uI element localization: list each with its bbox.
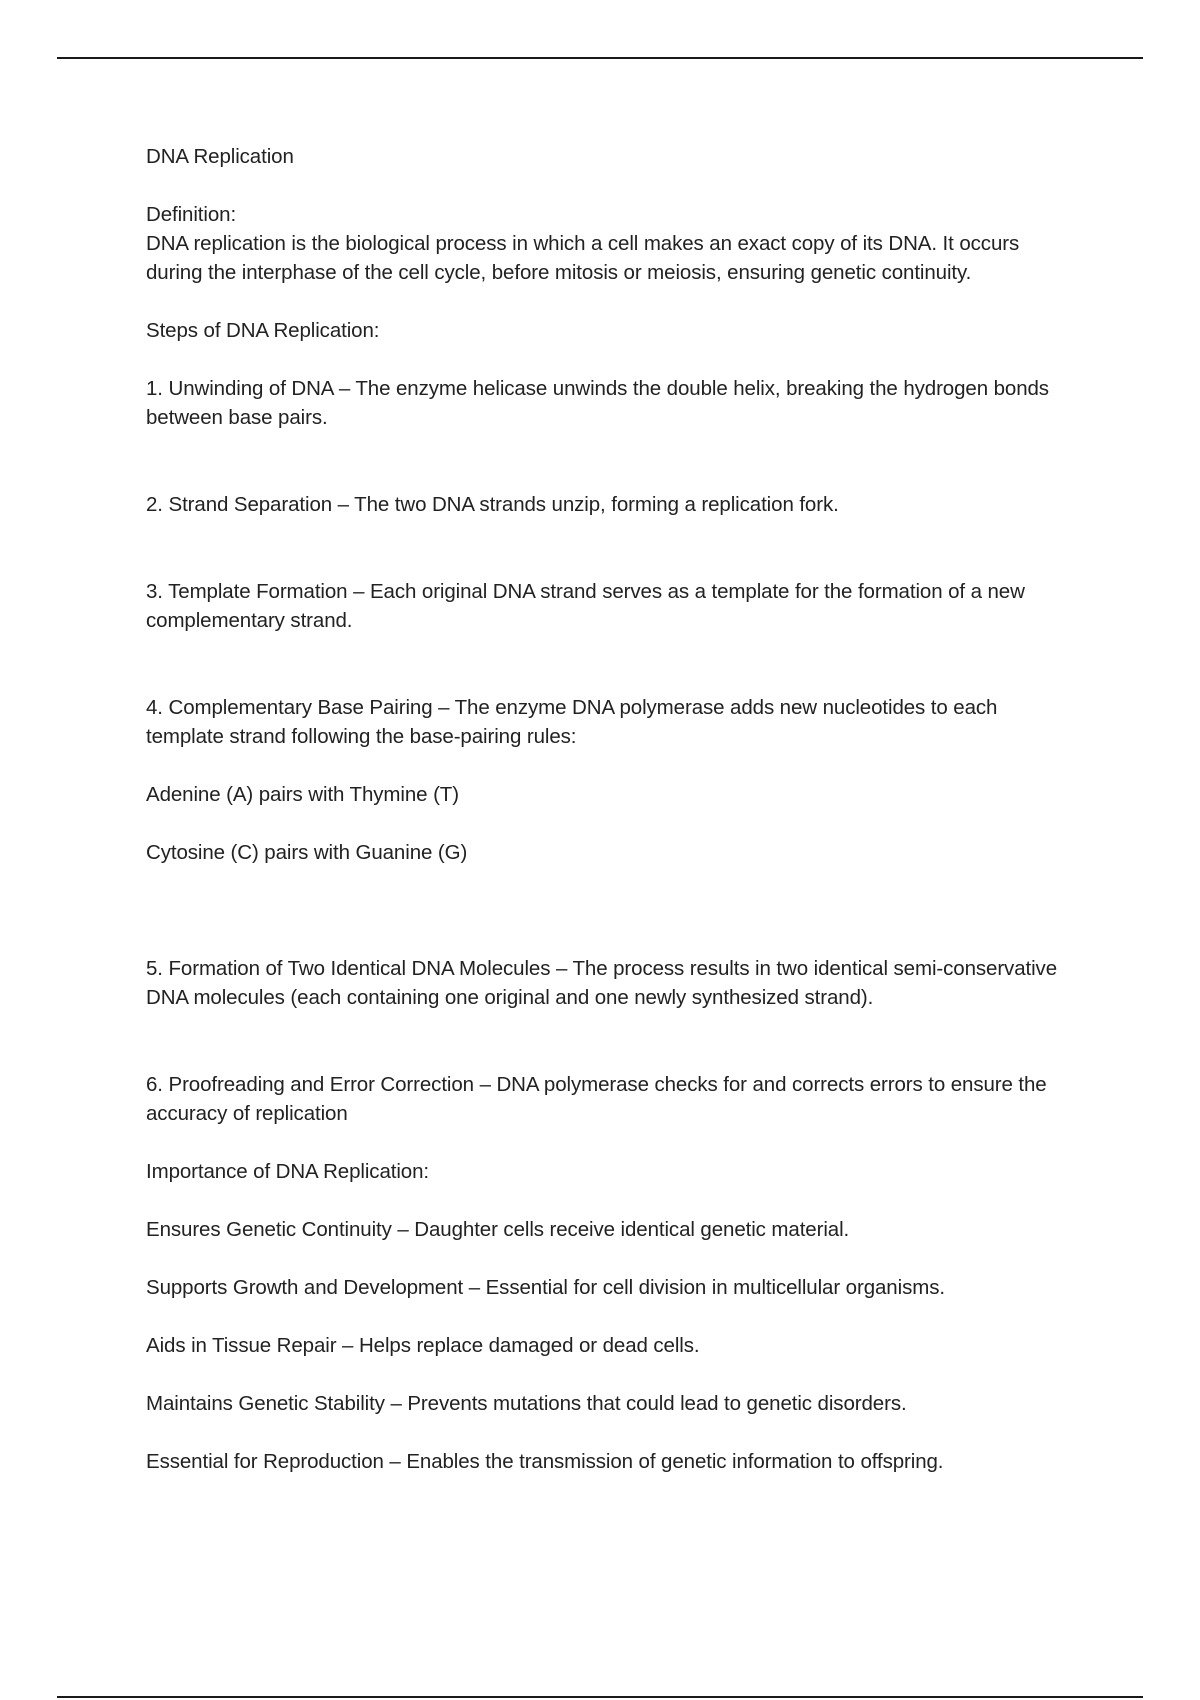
importance-item: Supports Growth and Development – Essential for cell division in multicellular organisms. [146, 1276, 945, 1299]
importance-item: Maintains Genetic Stability – Prevents mutations that could lead to genetic disorders. [146, 1392, 907, 1415]
importance-item: Essential for Reproduction – Enables the transmission of genetic information to offspring. [146, 1450, 944, 1473]
step-3: 3. Template Formation – Each original DNA strand serves as a template for the formation of a new complementary strand. [146, 580, 1025, 632]
document-title: DNA Replication [146, 145, 294, 168]
footer-rule [57, 1696, 1143, 1698]
pairing-rule-at: Adenine (A) pairs with Thymine (T) [146, 783, 459, 806]
step-5: 5. Formation of Two Identical DNA Molecules – The process results in two identical semi-conservative DNA molecules (each containing one original and one newly synthesized strand). [146, 957, 1058, 1009]
definition-text: DNA replication is the biological process in which a cell makes an exact copy of its DNA. It occurs during the interphase of the cell cycle, before mitosis or meiosis, ensuring genetic continuity. [146, 232, 1020, 284]
step-6: 6. Proofreading and Error Correction – DNA polymerase checks for and corrects errors to ensure the accuracy of replication [146, 1073, 1047, 1125]
header-rule [57, 57, 1143, 59]
step-4: 4. Complementary Base Pairing – The enzyme DNA polymerase adds new nucleotides to each template strand following the base-pairing rules: [146, 696, 998, 748]
importance-item: Ensures Genetic Continuity – Daughter cells receive identical genetic material. [146, 1218, 850, 1241]
step-2: 2. Strand Separation – The two DNA strands unzip, forming a replication fork. [146, 493, 839, 516]
step-1: 1. Unwinding of DNA – The enzyme helicase unwinds the double helix, breaking the hydrogen bonds between base pairs. [146, 377, 1049, 429]
importance-item: Aids in Tissue Repair – Helps replace damaged or dead cells. [146, 1334, 700, 1357]
steps-heading: Steps of DNA Replication: [146, 319, 380, 342]
document-body [146, 142, 1076, 1476]
pairing-rule-cg: Cytosine (C) pairs with Guanine (G) [146, 841, 468, 864]
importance-heading: Importance of DNA Replication: [146, 1160, 429, 1183]
definition-heading: Definition: [146, 203, 237, 226]
